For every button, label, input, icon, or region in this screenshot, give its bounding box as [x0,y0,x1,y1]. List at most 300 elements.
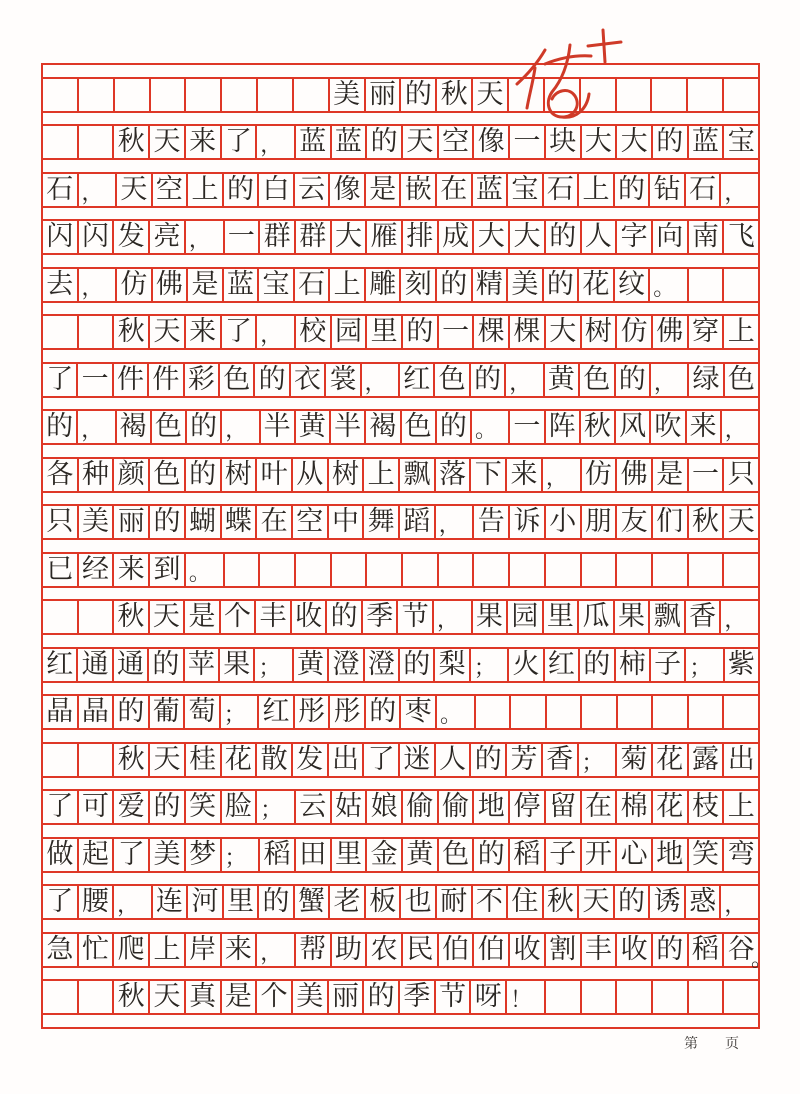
character-cell: 在 [437,174,473,206]
character-cell: 不 [473,886,509,918]
character-cell: 的 [149,649,184,681]
character-cell: ； [255,649,293,681]
character-cell: 雕 [366,269,402,301]
character-cell: 美 [150,839,186,871]
character-cell: 个 [221,601,257,633]
character-cell: 通 [78,649,113,681]
character-cell: ， [79,269,118,301]
empty-cell [618,696,654,728]
page-label-suffix: 页 [725,1037,739,1052]
character-cell: 枝 [689,791,725,823]
row-gap-strip [43,730,758,742]
row-gap-strip [43,113,758,125]
row-gap-strip [43,588,758,600]
character-cell: 果 [615,601,651,633]
empty-cell [474,554,510,586]
empty-cell [79,981,115,1013]
character-cell: 园 [508,601,544,633]
character-cell: 花 [579,269,615,301]
character-cell: 石 [686,174,722,206]
character-cell: ； [221,696,260,728]
character-cell: 穿 [689,316,725,348]
character-cell: 美 [293,981,329,1013]
character-cell: 的 [403,316,439,348]
character-cell: ， [651,364,689,396]
empty-cell [43,981,79,1013]
character-cell: 连 [153,886,189,918]
page-label-prefix: 第 [684,1037,698,1052]
character-cell: 飘 [400,459,436,491]
character-cell: 割 [546,934,582,966]
character-cell: 颜 [114,459,150,491]
grid-row [43,77,758,113]
empty-cell [151,79,187,111]
character-cell: 佛 [653,316,689,348]
character-cell: 天 [117,174,153,206]
character-cell: ， [222,411,260,443]
character-cell: 是 [188,269,224,301]
character-cell: 诱 [650,886,686,918]
character-cell: 天 [473,79,509,111]
character-cell: 丽 [114,506,150,538]
character-cell: 褐 [366,411,401,443]
character-cell: 节 [436,981,472,1013]
row-gap-strip [43,540,758,552]
character-cell: 蝴 [186,506,222,538]
character-cell: 天 [403,126,439,158]
empty-cell [43,79,79,111]
character-cell: 棵 [510,316,546,348]
character-cell: 石 [295,269,331,301]
character-cell: ， [114,886,153,918]
character-cell: 河 [188,886,224,918]
character-cell: ， [506,364,544,396]
character-cell: 丰 [582,934,618,966]
empty-cell [225,554,261,586]
character-cell: 像 [474,126,510,158]
character-cell: 梦 [186,839,222,871]
character-cell: 农 [367,934,403,966]
character-cell: 树 [329,459,365,491]
character-cell: 红 [43,649,78,681]
row-gap-strip [43,445,758,457]
empty-cell [547,696,583,728]
character-cell: ， [79,174,118,206]
character-cell: 发 [114,221,150,253]
row-gap-strip [43,778,758,790]
character-cell: 佛 [617,459,653,491]
character-cell: 仿 [117,269,153,301]
character-cell: 脸 [222,791,258,823]
character-cell: 火 [509,649,544,681]
character-cell: 的 [653,126,689,158]
grade-mark [500,24,632,130]
character-cell: 天 [579,886,615,918]
empty-cell [332,554,368,586]
empty-cell [689,981,725,1013]
character-cell: 桂 [186,744,222,776]
character-cell: 天 [727,506,755,537]
character-cell: 美 [79,506,115,538]
character-cell: 棉 [617,791,653,823]
empty-cell [43,601,79,633]
grade-mark-handwriting-icon [500,24,632,130]
character-cell: 的 [114,696,150,728]
empty-cell [79,744,115,776]
row-gap-strip [43,683,758,695]
character-cell: 一 [225,221,261,253]
character-cell: 飞 [727,221,755,252]
character-cell: 稻 [260,839,296,871]
character-cell: 笑 [689,839,725,871]
character-cell: 朋 [582,506,618,538]
empty-cell [294,79,330,111]
character-cell: 上 [727,316,755,347]
character-cell: ， [257,126,296,158]
empty-cell [439,554,475,586]
character-cell: 们 [653,506,689,538]
character-cell: 绿 [689,364,724,396]
grid-row [43,979,758,1015]
character-cell: 色 [580,364,615,396]
character-cell: 来 [222,934,258,966]
character-cell: 上 [330,269,366,301]
character-cell: 伯 [439,934,475,966]
character-cell: 天 [150,126,186,158]
character-cell: 刻 [401,269,437,301]
character-cell: 的 [366,696,402,728]
character-cell: 枣 [401,696,437,728]
character-cell: ， [724,418,747,443]
character-cell: 上 [150,934,186,966]
character-cell: 爬 [114,934,150,966]
empty-cell [582,981,618,1013]
character-cell: 友 [617,506,653,538]
empty-cell [186,79,222,111]
grid-row [43,647,758,683]
character-cell: 种 [79,459,115,491]
character-cell: 彩 [185,364,220,396]
character-cell: 诉 [510,506,546,538]
character-cell: 秋 [437,79,473,111]
character-cell: 排 [403,221,439,253]
character-cell: 稻 [510,839,546,871]
character-cell: 雁 [367,221,403,253]
row-gap-strip [43,825,758,837]
character-cell: 的 [43,411,78,443]
character-cell: 的 [255,364,290,396]
character-cell: 花 [653,744,689,776]
character-cell: 天 [150,601,186,633]
character-cell: ， [362,364,400,396]
character-cell: 人 [582,221,618,253]
character-cell: 的 [546,221,582,253]
character-cell: 发 [293,744,329,776]
character-cell: 的 [367,126,403,158]
character-cell: 的 [437,411,472,443]
character-cell: 树 [582,316,618,348]
empty-cell [546,981,582,1013]
character-cell: 爱 [114,791,150,823]
character-cell: 宝 [727,126,755,157]
character-cell: 裳 [326,364,361,396]
character-cell: 做 [43,839,79,871]
character-cell: 一 [439,316,475,348]
grid-row [43,884,758,920]
character-cell: 笑 [186,791,222,823]
character-cell: 色 [220,364,255,396]
page-footer [684,1033,739,1053]
grid-row [43,742,758,778]
character-cell: 只 [43,506,79,538]
row-gap-strip [43,398,758,410]
character-cell: 黄 [545,364,580,396]
character-cell: 起 [79,839,115,871]
character-cell: 通 [114,649,149,681]
grid-row [43,599,758,635]
character-cell: 的 [186,459,222,491]
character-cell: 丽 [329,981,365,1013]
character-cell: 秋 [544,886,580,918]
character-cell: 收 [510,934,546,966]
character-cell: 留 [546,791,582,823]
character-cell: 色 [150,459,186,491]
character-cell: 是 [653,459,689,491]
character-cell: 了 [43,886,79,918]
empty-cell [115,79,151,111]
empty-cell [79,316,115,348]
character-cell: ！ [507,981,546,1013]
character-cell: ， [186,221,225,253]
character-cell: 纹 [615,269,651,301]
empty-cell [43,126,79,158]
row-gap-strip [43,873,758,885]
character-cell: 板 [366,886,402,918]
character-cell: 了 [43,364,78,396]
character-cell: 空 [153,174,189,206]
empty-cell [724,981,758,1013]
character-cell: 像 [330,174,366,206]
empty-cell [222,79,258,111]
empty-cell [546,554,582,586]
character-cell: 中 [329,506,365,538]
character-cell: 的 [259,886,295,918]
character-cell: 住 [508,886,544,918]
character-cell: 晶 [43,696,79,728]
character-cell: 。 [472,411,510,443]
character-cell: 地 [474,791,510,823]
character-cell: 耐 [437,886,473,918]
character-cell: 香 [686,601,722,633]
character-cell: ， [724,608,747,633]
character-cell: 是 [366,174,402,206]
character-cell: 蹈 [400,506,436,538]
character-cell: 娘 [367,791,403,823]
character-cell: 了 [222,126,258,158]
character-cell: 果 [220,649,255,681]
empty-cell [653,554,689,586]
character-cell: 亮 [150,221,186,253]
character-cell: 澄 [329,649,364,681]
character-cell: ， [257,934,296,966]
character-cell: 天 [150,981,186,1013]
character-cell: 的 [400,649,435,681]
character-cell: 落 [436,459,472,491]
character-cell: 心 [617,839,653,871]
character-cell: ； [686,649,724,681]
character-cell: 腰 [79,886,115,918]
character-cell: 校 [296,316,332,348]
character-cell: 红 [400,364,435,396]
character-cell: 一 [78,364,113,396]
row-gap-strip [43,493,758,505]
character-cell: 白 [259,174,295,206]
character-cell: 澄 [365,649,400,681]
character-cell: 大 [474,221,510,253]
empty-cell [258,79,294,111]
character-cell: 芳 [507,744,543,776]
character-cell: 的 [580,649,615,681]
character-cell: 是 [222,981,258,1013]
character-cell: 上 [188,174,224,206]
character-cell: 来 [114,554,150,586]
character-cell: 收 [617,934,653,966]
empty-cell [688,79,724,111]
character-cell: 真 [186,981,222,1013]
character-cell: 惑 [686,886,722,918]
character-cell: 件 [114,364,149,396]
character-cell: 地 [653,839,689,871]
character-cell: ， [257,316,296,348]
character-cell: 大 [332,221,368,253]
character-cell: 从 [293,459,329,491]
character-cell: 云 [295,174,331,206]
character-cell: 子 [651,649,686,681]
character-cell: 伯 [474,934,510,966]
character-cell: 紫 [727,648,755,680]
empty-cell [43,744,79,776]
character-cell: 香 [543,744,579,776]
character-cell: 闪 [79,221,115,253]
character-cell: ， [543,459,582,491]
character-cell: 姑 [332,791,368,823]
character-cell: 衣 [291,364,326,396]
character-cell: 风 [616,411,651,443]
character-cell: 里 [332,839,368,871]
character-cell: 已 [43,554,79,586]
character-cell: 出 [727,743,755,775]
character-cell: 秋 [114,744,150,776]
character-cell: 花 [222,744,258,776]
row-gap-strip [43,160,758,172]
character-cell: 了 [114,839,150,871]
character-cell: 的 [615,174,651,206]
character-cell: 黄 [296,411,331,443]
character-cell: 谷 [727,933,755,965]
character-cell: 子 [546,839,582,871]
character-cell: 半 [331,411,366,443]
empty-cell [653,981,689,1013]
character-cell: 石 [43,174,79,206]
empty-cell [43,316,79,348]
character-cell: 岸 [186,934,222,966]
character-cell: 块 [546,126,582,158]
character-cell: 金 [367,839,403,871]
character-cell: 的 [187,411,222,443]
grid-row [43,837,758,873]
character-cell: ， [724,893,747,918]
empty-cell [79,601,115,633]
grid-row [43,694,758,730]
character-cell: 花 [653,791,689,823]
character-cell: 群 [260,221,296,253]
character-cell: 蓝 [689,126,725,158]
character-cell: 秋 [114,981,150,1013]
character-cell: 闪 [43,221,79,253]
character-cell: 在 [257,506,293,538]
empty-cell [617,981,653,1013]
row-gap-strip [43,920,758,932]
grid-row [43,552,758,588]
row-gap-strip [43,255,758,267]
character-cell: 来 [186,126,222,158]
character-cell: 件 [149,364,184,396]
character-cell: 稻 [689,934,725,966]
empty-cell [724,79,758,111]
character-cell: ， [434,601,473,633]
character-cell: 云 [296,791,332,823]
character-cell: ； [471,649,509,681]
character-cell: ， [436,506,475,538]
character-cell: 成 [439,221,475,253]
character-cell: 宝 [508,174,544,206]
overflow-period: 。 [751,947,774,972]
character-cell: 只 [727,458,755,490]
grid-row [43,172,758,208]
character-cell: 可 [79,791,115,823]
empty-cell [582,696,618,728]
character-cell: 褐 [117,411,152,443]
character-cell: 弯 [727,838,755,870]
empty-cell [403,554,439,586]
character-cell: 帮 [296,934,332,966]
character-cell: 了 [364,744,400,776]
empty-cell [511,696,547,728]
character-cell: 舞 [364,506,400,538]
character-cell: 菊 [617,744,653,776]
empty-cell [296,554,332,586]
character-cell: 红 [259,696,295,728]
character-cell: 到 [150,554,186,586]
empty-cell [652,79,688,111]
character-cell: 忙 [79,934,115,966]
character-cell: 偷 [403,791,439,823]
character-cell: 半 [261,411,296,443]
character-cell: 呀 [471,981,507,1013]
character-cell: 大 [546,316,582,348]
character-cell: 。 [186,554,225,586]
grid-row [43,362,758,398]
character-cell: 石 [544,174,580,206]
character-cell: 大 [510,221,546,253]
character-cell: 了 [222,316,258,348]
character-cell: 出 [329,744,365,776]
character-cell: 色 [435,364,470,396]
character-cell: 季 [363,601,399,633]
character-cell: 彤 [295,696,331,728]
character-cell: 叶 [257,459,293,491]
character-cell: 经 [79,554,115,586]
